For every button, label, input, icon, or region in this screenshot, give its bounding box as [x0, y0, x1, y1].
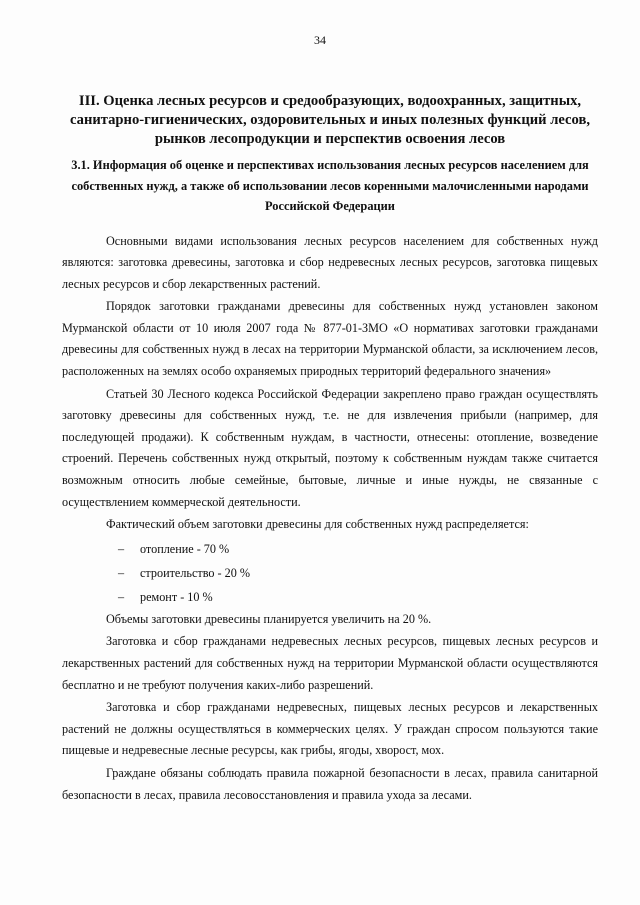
page-content — [62, 92, 598, 807]
list-item — [118, 585, 598, 609]
list-marker: – — [118, 589, 125, 604]
paragraph: Граждане обязаны соблюдать правила пожарной безопасности в лесах, правила санитарной безопасности в лесах, правила лесовосстановления и правила ухода за лесами. — [62, 765, 598, 802]
paragraph: Фактический объем заготовки древесины для собственных нужд распределяется: — [106, 517, 529, 532]
distribution-list — [62, 537, 598, 609]
list-marker: – — [118, 565, 125, 580]
list-item-text: строительство - 20 % — [140, 565, 251, 580]
paragraph: Статьей 30 Лесного кодекса Российской Федерации закреплено право граждан осуществлять заготовку древесины для собственных нужд, т.е. не для извлечения прибыли (например, для последующей продажи). К собственным нуждам, в частности, отнесены: отопление, возведение строений. Перечень собственных нужд открытый, поэтому к собственным нуждам также считается возможным относить любые семейные, бытовые, личные и иные нужды, не связанные с осуществлением коммерческой деятельности. — [62, 386, 598, 509]
paragraph: Заготовка и сбор гражданами недревесных лесных ресурсов, пищевых лесных ресурсов и лекарственных растений для собственных нужд на территории Мурманской области осуществляются бесплатно и не требуют получения каких-либо разрешений. — [62, 634, 598, 692]
list-item — [118, 561, 598, 585]
paragraph: Порядок заготовки гражданами древесины для собственных нужд установлен законом Мурманской области от 10 июля 2007 года № 877-01-ЗМО «О нормативах заготовки гражданами древесины для собственных нужд в лесах на территории Мурманской области, за исключением лесов, расположенных на землях особо охраняемых природных территорий федерального значения» — [62, 299, 598, 379]
paragraph: Основными видами использования лесных ресурсов населением для собственных нужд являются: заготовка древесины, заготовка и сбор недревесных лесных ресурсов, заготовка пищевых лесных ресурсов и сбор лекарственных растений. — [62, 233, 598, 291]
list-item-text: отопление - 70 % — [140, 541, 230, 556]
page-number: 34 — [314, 33, 326, 47]
list-item — [118, 537, 598, 561]
paragraph: Заготовка и сбор гражданами недревесных, пищевых лесных ресурсов и лекарственных растений не должны осуществляться в коммерческих целях. У граждан спросом пользуются такие пищевые и недревесные лесные ресурсы, как грибы, ягоды, хворост, мох. — [62, 700, 598, 758]
list-item-text: ремонт - 10 % — [140, 589, 213, 604]
list-marker: – — [118, 541, 125, 556]
subsection-title: 3.1. Информация об оценке и перспективах использования лесных ресурсов населением для собственных нужд, а также об использовании лесов коренными малочисленными народами Российской Федерации — [71, 158, 589, 213]
section-title: III. Оценка лесных ресурсов и средообразующих, водоохранных, защитных, санитарно-гигиенических, оздоровительных и иных полезных функций лесов, рынков лесопродукции и перспектив освоения лесов — [70, 93, 590, 147]
paragraph: Объемы заготовки древесины планируется увеличить на 20 %. — [106, 611, 432, 626]
